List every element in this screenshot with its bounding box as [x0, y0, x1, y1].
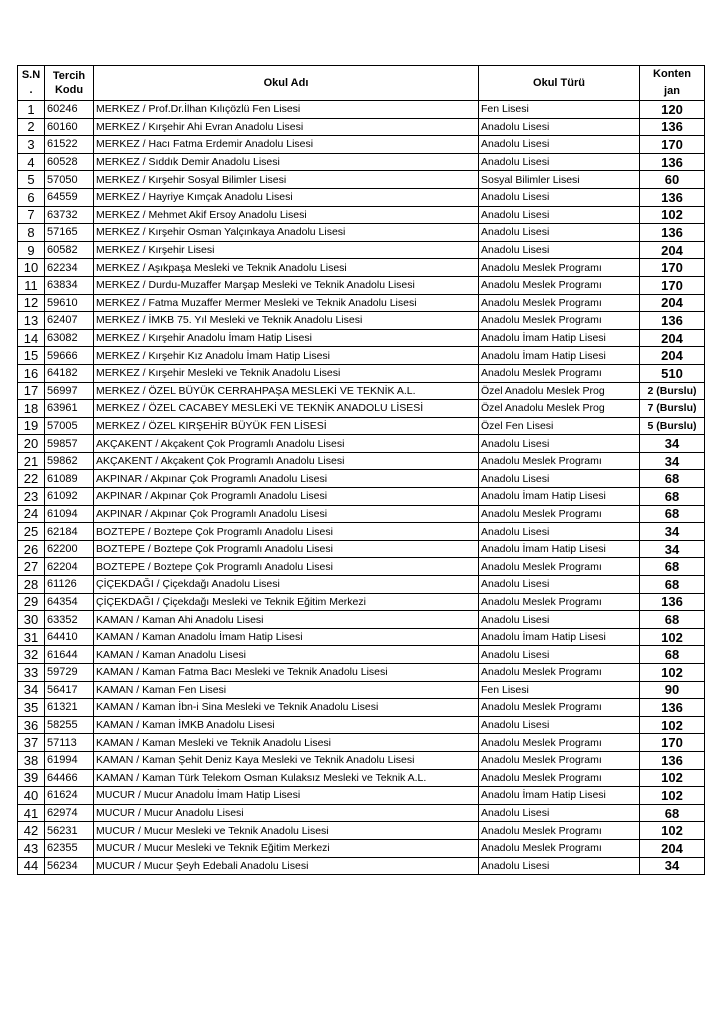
row-sn-cell: 43	[18, 839, 45, 857]
row-kontenjan-cell: 136	[640, 153, 705, 171]
row-tercih-kodu-cell: 56231	[45, 822, 94, 840]
row-okul-turu-cell: Özel Anadolu Meslek Prog	[479, 382, 640, 400]
header-okul-turu: Okul Türü	[479, 66, 640, 101]
row-okul-turu-cell: Anadolu İmam Hatip Lisesi	[479, 347, 640, 365]
header-sn-line2: .	[29, 84, 33, 96]
row-okul-adi-cell: MERKEZ / Kırşehir Sosyal Bilimler Lisesi	[94, 171, 479, 189]
row-okul-adi-cell: AKPINAR / Akpınar Çok Programlı Anadolu Lisesi	[94, 505, 479, 523]
table-row	[18, 101, 705, 119]
row-tercih-kodu-cell: 59729	[45, 664, 94, 682]
header-tercih-kodu	[45, 66, 94, 101]
header-kod-line2: Kodu	[54, 84, 84, 96]
row-kontenjan-cell: 136	[640, 188, 705, 206]
row-sn-cell: 36	[18, 716, 45, 734]
row-sn-cell: 16	[18, 364, 45, 382]
row-okul-turu-cell: Anadolu Lisesi	[479, 224, 640, 242]
row-sn-cell: 38	[18, 751, 45, 769]
row-okul-adi-cell: MERKEZ / Hacı Fatma Erdemir Anadolu Lisesi	[94, 136, 479, 154]
table-row	[18, 241, 705, 259]
row-okul-adi-cell: MERKEZ / Sıddık Demir Anadolu Lisesi	[94, 153, 479, 171]
header-sn-line1: S.N	[21, 69, 41, 81]
header-sn	[18, 66, 45, 101]
header-kontenjan-line1: Konten	[653, 68, 691, 80]
row-okul-adi-cell: KAMAN / Kaman İMKB Anadolu Lisesi	[94, 716, 479, 734]
row-okul-turu-cell: Sosyal Bilimler Lisesi	[479, 171, 640, 189]
row-okul-adi-cell: AKPINAR / Akpınar Çok Programlı Anadolu Lisesi	[94, 488, 479, 506]
row-okul-turu-cell: Anadolu İmam Hatip Lisesi	[479, 540, 640, 558]
row-okul-adi-cell: AKÇAKENT / Akçakent Çok Programlı Anadolu Lisesi	[94, 452, 479, 470]
row-kontenjan-cell: 90	[640, 681, 705, 699]
row-sn-cell: 11	[18, 276, 45, 294]
row-tercih-kodu-cell: 61089	[45, 470, 94, 488]
row-kontenjan-cell: 68	[640, 576, 705, 594]
row-okul-adi-cell: MUCUR / Mucur Anadolu Lisesi	[94, 804, 479, 822]
row-kontenjan-cell: 102	[640, 787, 705, 805]
row-okul-turu-cell: Anadolu Lisesi	[479, 153, 640, 171]
row-okul-turu-cell: Anadolu Lisesi	[479, 857, 640, 875]
table-row	[18, 540, 705, 558]
row-okul-adi-cell: MERKEZ / Kırşehir Ahi Evran Anadolu Lisesi	[94, 118, 479, 136]
row-tercih-kodu-cell: 62204	[45, 558, 94, 576]
table-row	[18, 839, 705, 857]
row-okul-adi-cell: MERKEZ / ÖZEL KIRŞEHİR BÜYÜK FEN LİSESİ	[94, 417, 479, 435]
row-kontenjan-cell: 170	[640, 136, 705, 154]
table-row	[18, 276, 705, 294]
row-okul-adi-cell: KAMAN / Kaman Anadolu İmam Hatip Lisesi	[94, 628, 479, 646]
row-kontenjan-cell: 102	[640, 664, 705, 682]
row-kontenjan-cell: 102	[640, 716, 705, 734]
row-kontenjan-cell: 68	[640, 611, 705, 629]
row-okul-adi-cell: BOZTEPE / Boztepe Çok Programlı Anadolu Lisesi	[94, 558, 479, 576]
row-sn-cell: 26	[18, 540, 45, 558]
table-row	[18, 488, 705, 506]
row-sn-cell: 23	[18, 488, 45, 506]
table-row	[18, 364, 705, 382]
table-row	[18, 118, 705, 136]
row-kontenjan-cell: 204	[640, 329, 705, 347]
row-tercih-kodu-cell: 64354	[45, 593, 94, 611]
row-okul-adi-cell: MERKEZ / Aşıkpaşa Mesleki ve Teknik Anadolu Lisesi	[94, 259, 479, 277]
table-row	[18, 804, 705, 822]
row-tercih-kodu-cell: 60582	[45, 241, 94, 259]
table-row	[18, 857, 705, 875]
row-okul-adi-cell: ÇİÇEKDAĞI / Çiçekdağı Mesleki ve Teknik Eğitim Merkezi	[94, 593, 479, 611]
table-row	[18, 628, 705, 646]
row-tercih-kodu-cell: 56997	[45, 382, 94, 400]
row-okul-adi-cell: MERKEZ / Durdu-Muzaffer Marşap Mesleki ve Teknik Anadolu Lisesi	[94, 276, 479, 294]
row-okul-adi-cell: KAMAN / Kaman Fen Lisesi	[94, 681, 479, 699]
row-sn-cell: 44	[18, 857, 45, 875]
row-tercih-kodu-cell: 61522	[45, 136, 94, 154]
row-kontenjan-cell: 102	[640, 206, 705, 224]
row-tercih-kodu-cell: 59857	[45, 435, 94, 453]
row-kontenjan-cell: 136	[640, 593, 705, 611]
row-tercih-kodu-cell: 62184	[45, 523, 94, 541]
row-tercih-kodu-cell: 62407	[45, 312, 94, 330]
row-sn-cell: 2	[18, 118, 45, 136]
row-okul-adi-cell: MERKEZ / Kırşehir Kız Anadolu İmam Hatip Lisesi	[94, 347, 479, 365]
row-sn-cell: 31	[18, 628, 45, 646]
row-tercih-kodu-cell: 61644	[45, 646, 94, 664]
row-okul-turu-cell: Anadolu Meslek Programı	[479, 822, 640, 840]
header-okul-adi: Okul Adı	[94, 66, 479, 101]
row-sn-cell: 3	[18, 136, 45, 154]
table-row	[18, 153, 705, 171]
row-okul-adi-cell: KAMAN / Kaman Türk Telekom Osman Kulaksız Mesleki ve Teknik A.L.	[94, 769, 479, 787]
row-okul-turu-cell: Özel Fen Lisesi	[479, 417, 640, 435]
row-okul-turu-cell: Anadolu Lisesi	[479, 470, 640, 488]
row-okul-adi-cell: KAMAN / Kaman Şehit Deniz Kaya Mesleki ve Teknik Anadolu Lisesi	[94, 751, 479, 769]
row-okul-adi-cell: MERKEZ / Prof.Dr.İlhan Kılıçözlü Fen Lisesi	[94, 101, 479, 119]
table-row	[18, 435, 705, 453]
table-row	[18, 751, 705, 769]
table-header-row	[18, 66, 705, 101]
row-okul-turu-cell: Anadolu İmam Hatip Lisesi	[479, 329, 640, 347]
row-sn-cell: 40	[18, 787, 45, 805]
row-tercih-kodu-cell: 64410	[45, 628, 94, 646]
row-okul-turu-cell: Anadolu Meslek Programı	[479, 312, 640, 330]
row-okul-turu-cell: Anadolu Lisesi	[479, 646, 640, 664]
table-row	[18, 382, 705, 400]
row-okul-turu-cell: Anadolu Meslek Programı	[479, 505, 640, 523]
row-tercih-kodu-cell: 64466	[45, 769, 94, 787]
table-row	[18, 136, 705, 154]
row-tercih-kodu-cell: 61094	[45, 505, 94, 523]
row-okul-turu-cell: Fen Lisesi	[479, 681, 640, 699]
row-sn-cell: 12	[18, 294, 45, 312]
row-sn-cell: 27	[18, 558, 45, 576]
row-okul-turu-cell: Anadolu Meslek Programı	[479, 364, 640, 382]
table-row	[18, 523, 705, 541]
row-okul-adi-cell: MERKEZ / ÖZEL BÜYÜK CERRAHPAŞA MESLEKİ VE TEKNİK A.L.	[94, 382, 479, 400]
row-okul-adi-cell: MUCUR / Mucur Mesleki ve Teknik Anadolu Lisesi	[94, 822, 479, 840]
header-kod-line1: Tercih	[52, 70, 86, 82]
row-sn-cell: 17	[18, 382, 45, 400]
row-sn-cell: 37	[18, 734, 45, 752]
row-okul-adi-cell: MERKEZ / Fatma Muzaffer Mermer Mesleki ve Teknik Anadolu Lisesi	[94, 294, 479, 312]
row-okul-turu-cell: Anadolu Lisesi	[479, 136, 640, 154]
row-kontenjan-cell: 136	[640, 224, 705, 242]
row-sn-cell: 35	[18, 699, 45, 717]
row-okul-turu-cell: Anadolu Meslek Programı	[479, 734, 640, 752]
row-kontenjan-cell: 170	[640, 259, 705, 277]
row-okul-turu-cell: Anadolu İmam Hatip Lisesi	[479, 628, 640, 646]
row-kontenjan-cell: 120	[640, 101, 705, 119]
row-tercih-kodu-cell: 63732	[45, 206, 94, 224]
row-kontenjan-cell: 68	[640, 470, 705, 488]
table-row	[18, 734, 705, 752]
row-sn-cell: 42	[18, 822, 45, 840]
header-kontenjan	[640, 66, 705, 101]
row-tercih-kodu-cell: 62234	[45, 259, 94, 277]
row-tercih-kodu-cell: 61126	[45, 576, 94, 594]
row-okul-turu-cell: Anadolu Meslek Programı	[479, 769, 640, 787]
row-kontenjan-cell: 68	[640, 804, 705, 822]
row-kontenjan-cell: 204	[640, 294, 705, 312]
row-kontenjan-cell: 34	[640, 523, 705, 541]
school-quota-table	[17, 65, 705, 875]
table-row	[18, 470, 705, 488]
row-tercih-kodu-cell: 58255	[45, 716, 94, 734]
row-sn-cell: 13	[18, 312, 45, 330]
row-sn-cell: 33	[18, 664, 45, 682]
row-okul-adi-cell: MUCUR / Mucur Anadolu İmam Hatip Lisesi	[94, 787, 479, 805]
row-kontenjan-cell: 68	[640, 558, 705, 576]
row-sn-cell: 10	[18, 259, 45, 277]
row-okul-adi-cell: MUCUR / Mucur Mesleki ve Teknik Eğitim Merkezi	[94, 839, 479, 857]
row-sn-cell: 30	[18, 611, 45, 629]
table-row	[18, 188, 705, 206]
row-okul-turu-cell: Anadolu Meslek Programı	[479, 699, 640, 717]
row-kontenjan-cell: 136	[640, 118, 705, 136]
row-sn-cell: 9	[18, 241, 45, 259]
table-row	[18, 558, 705, 576]
row-kontenjan-cell: 68	[640, 488, 705, 506]
row-okul-turu-cell: Anadolu Meslek Programı	[479, 452, 640, 470]
row-okul-adi-cell: KAMAN / Kaman Ahi Anadolu Lisesi	[94, 611, 479, 629]
row-kontenjan-cell: 136	[640, 751, 705, 769]
row-tercih-kodu-cell: 62355	[45, 839, 94, 857]
row-sn-cell: 6	[18, 188, 45, 206]
table-row	[18, 611, 705, 629]
row-tercih-kodu-cell: 64182	[45, 364, 94, 382]
row-tercih-kodu-cell: 59610	[45, 294, 94, 312]
row-okul-turu-cell: Anadolu Meslek Programı	[479, 294, 640, 312]
row-kontenjan-cell: 102	[640, 628, 705, 646]
row-kontenjan-cell: 2 (Burslu)	[640, 382, 705, 400]
row-okul-turu-cell: Anadolu Lisesi	[479, 804, 640, 822]
table-row	[18, 681, 705, 699]
row-tercih-kodu-cell: 60528	[45, 153, 94, 171]
row-okul-turu-cell: Anadolu Meslek Programı	[479, 558, 640, 576]
row-tercih-kodu-cell: 63082	[45, 329, 94, 347]
row-sn-cell: 39	[18, 769, 45, 787]
row-okul-turu-cell: Anadolu Lisesi	[479, 206, 640, 224]
row-kontenjan-cell: 68	[640, 646, 705, 664]
row-kontenjan-cell: 204	[640, 241, 705, 259]
row-tercih-kodu-cell: 61624	[45, 787, 94, 805]
table-row	[18, 294, 705, 312]
table-row	[18, 171, 705, 189]
row-okul-adi-cell: MUCUR / Mucur Şeyh Edebali Anadolu Lisesi	[94, 857, 479, 875]
row-kontenjan-cell: 204	[640, 839, 705, 857]
row-tercih-kodu-cell: 56234	[45, 857, 94, 875]
row-tercih-kodu-cell: 60160	[45, 118, 94, 136]
row-tercih-kodu-cell: 62200	[45, 540, 94, 558]
row-okul-adi-cell: MERKEZ / Kırşehir Osman Yalçınkaya Anadolu Lisesi	[94, 224, 479, 242]
row-okul-turu-cell: Anadolu Lisesi	[479, 241, 640, 259]
row-okul-turu-cell: Anadolu Lisesi	[479, 523, 640, 541]
row-kontenjan-cell: 136	[640, 699, 705, 717]
table-row	[18, 347, 705, 365]
row-sn-cell: 29	[18, 593, 45, 611]
row-okul-turu-cell: Anadolu Lisesi	[479, 716, 640, 734]
table-row	[18, 224, 705, 242]
table-row	[18, 206, 705, 224]
row-tercih-kodu-cell: 63961	[45, 400, 94, 418]
row-sn-cell: 1	[18, 101, 45, 119]
row-sn-cell: 14	[18, 329, 45, 347]
table-row	[18, 646, 705, 664]
row-sn-cell: 25	[18, 523, 45, 541]
row-sn-cell: 19	[18, 417, 45, 435]
row-tercih-kodu-cell: 57005	[45, 417, 94, 435]
row-tercih-kodu-cell: 64559	[45, 188, 94, 206]
table-row	[18, 576, 705, 594]
row-okul-adi-cell: KAMAN / Kaman Anadolu Lisesi	[94, 646, 479, 664]
row-tercih-kodu-cell: 59666	[45, 347, 94, 365]
row-okul-adi-cell: BOZTEPE / Boztepe Çok Programlı Anadolu Lisesi	[94, 523, 479, 541]
row-kontenjan-cell: 170	[640, 276, 705, 294]
row-kontenjan-cell: 170	[640, 734, 705, 752]
row-sn-cell: 18	[18, 400, 45, 418]
row-okul-adi-cell: MERKEZ / Hayriye Kımçak Anadolu Lisesi	[94, 188, 479, 206]
row-tercih-kodu-cell: 63352	[45, 611, 94, 629]
row-kontenjan-cell: 136	[640, 312, 705, 330]
row-tercih-kodu-cell: 57165	[45, 224, 94, 242]
row-tercih-kodu-cell: 61092	[45, 488, 94, 506]
row-sn-cell: 21	[18, 452, 45, 470]
row-okul-adi-cell: BOZTEPE / Boztepe Çok Programlı Anadolu Lisesi	[94, 540, 479, 558]
row-kontenjan-cell: 204	[640, 347, 705, 365]
row-kontenjan-cell: 34	[640, 857, 705, 875]
row-okul-adi-cell: KAMAN / Kaman İbn-i Sina Mesleki ve Teknik Anadolu Lisesi	[94, 699, 479, 717]
row-okul-turu-cell: Anadolu Meslek Programı	[479, 664, 640, 682]
row-okul-adi-cell: MERKEZ / İMKB 75. Yıl Mesleki ve Teknik Anadolu Lisesi	[94, 312, 479, 330]
table-row	[18, 417, 705, 435]
row-sn-cell: 15	[18, 347, 45, 365]
row-okul-adi-cell: KAMAN / Kaman Fatma Bacı Mesleki ve Teknik Anadolu Lisesi	[94, 664, 479, 682]
row-okul-turu-cell: Anadolu Meslek Programı	[479, 276, 640, 294]
row-kontenjan-cell: 5 (Burslu)	[640, 417, 705, 435]
table-row	[18, 259, 705, 277]
row-kontenjan-cell: 60	[640, 171, 705, 189]
table-row	[18, 716, 705, 734]
row-okul-turu-cell: Anadolu Lisesi	[479, 435, 640, 453]
table-row	[18, 312, 705, 330]
table-row	[18, 593, 705, 611]
row-okul-adi-cell: ÇİÇEKDAĞI / Çiçekdağı Anadolu Lisesi	[94, 576, 479, 594]
row-okul-turu-cell: Anadolu Lisesi	[479, 576, 640, 594]
row-sn-cell: 20	[18, 435, 45, 453]
row-kontenjan-cell: 7 (Burslu)	[640, 400, 705, 418]
row-kontenjan-cell: 34	[640, 435, 705, 453]
row-okul-turu-cell: Fen Lisesi	[479, 101, 640, 119]
row-kontenjan-cell: 102	[640, 822, 705, 840]
row-sn-cell: 32	[18, 646, 45, 664]
row-sn-cell: 8	[18, 224, 45, 242]
row-okul-adi-cell: AKÇAKENT / Akçakent Çok Programlı Anadolu Lisesi	[94, 435, 479, 453]
row-okul-turu-cell: Anadolu Lisesi	[479, 611, 640, 629]
row-kontenjan-cell: 510	[640, 364, 705, 382]
row-okul-adi-cell: KAMAN / Kaman Mesleki ve Teknik Anadolu Lisesi	[94, 734, 479, 752]
row-tercih-kodu-cell: 61321	[45, 699, 94, 717]
row-sn-cell: 34	[18, 681, 45, 699]
row-sn-cell: 7	[18, 206, 45, 224]
row-tercih-kodu-cell: 60246	[45, 101, 94, 119]
row-kontenjan-cell: 68	[640, 505, 705, 523]
row-tercih-kodu-cell: 59862	[45, 452, 94, 470]
row-okul-turu-cell: Anadolu Meslek Programı	[479, 751, 640, 769]
table-row	[18, 329, 705, 347]
row-kontenjan-cell: 34	[640, 540, 705, 558]
table-row	[18, 452, 705, 470]
row-tercih-kodu-cell: 62974	[45, 804, 94, 822]
row-okul-adi-cell: MERKEZ / Kırşehir Anadolu İmam Hatip Lisesi	[94, 329, 479, 347]
row-okul-turu-cell: Anadolu İmam Hatip Lisesi	[479, 488, 640, 506]
table-row	[18, 664, 705, 682]
row-sn-cell: 22	[18, 470, 45, 488]
table-row	[18, 699, 705, 717]
row-sn-cell: 4	[18, 153, 45, 171]
row-tercih-kodu-cell: 57050	[45, 171, 94, 189]
row-sn-cell: 5	[18, 171, 45, 189]
row-kontenjan-cell: 102	[640, 769, 705, 787]
row-okul-turu-cell: Anadolu Lisesi	[479, 188, 640, 206]
table-row	[18, 822, 705, 840]
row-tercih-kodu-cell: 63834	[45, 276, 94, 294]
row-okul-adi-cell: MERKEZ / Kırşehir Mesleki ve Teknik Anadolu Lisesi	[94, 364, 479, 382]
row-okul-turu-cell: Özel Anadolu Meslek Prog	[479, 400, 640, 418]
row-sn-cell: 24	[18, 505, 45, 523]
row-okul-turu-cell: Anadolu Meslek Programı	[479, 259, 640, 277]
row-sn-cell: 41	[18, 804, 45, 822]
row-okul-adi-cell: MERKEZ / Kırşehir Lisesi	[94, 241, 479, 259]
row-okul-adi-cell: MERKEZ / Mehmet Akif Ersoy Anadolu Lisesi	[94, 206, 479, 224]
row-kontenjan-cell: 34	[640, 452, 705, 470]
row-okul-turu-cell: Anadolu Meslek Programı	[479, 839, 640, 857]
row-okul-turu-cell: Anadolu Lisesi	[479, 118, 640, 136]
row-tercih-kodu-cell: 56417	[45, 681, 94, 699]
row-sn-cell: 28	[18, 576, 45, 594]
row-okul-adi-cell: MERKEZ / ÖZEL CACABEY MESLEKİ VE TEKNİK ANADOLU LİSESİ	[94, 400, 479, 418]
table-row	[18, 769, 705, 787]
row-okul-adi-cell: AKPINAR / Akpınar Çok Programlı Anadolu Lisesi	[94, 470, 479, 488]
row-tercih-kodu-cell: 57113	[45, 734, 94, 752]
table-row	[18, 400, 705, 418]
row-tercih-kodu-cell: 61994	[45, 751, 94, 769]
table-row	[18, 787, 705, 805]
table-row	[18, 505, 705, 523]
row-okul-turu-cell: Anadolu İmam Hatip Lisesi	[479, 787, 640, 805]
row-okul-turu-cell: Anadolu Meslek Programı	[479, 593, 640, 611]
table-body	[18, 101, 705, 875]
header-kontenjan-line2: jan	[664, 85, 680, 97]
